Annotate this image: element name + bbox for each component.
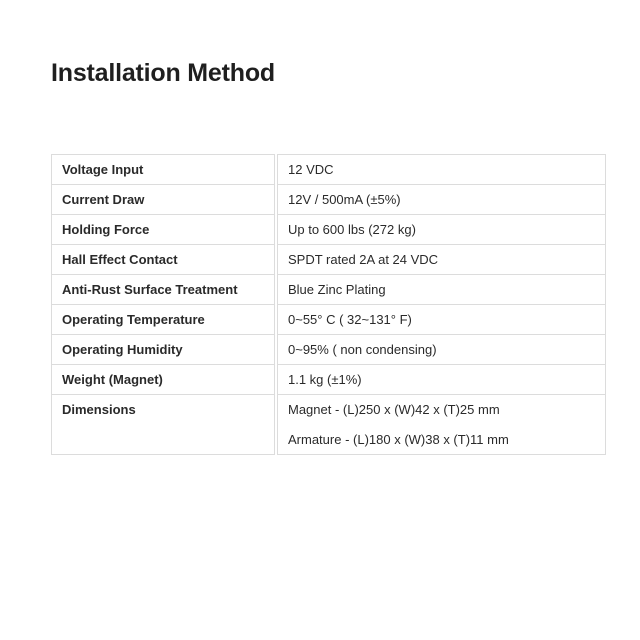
table-row bbox=[51, 334, 606, 364]
table-row bbox=[51, 364, 606, 394]
spec-value bbox=[277, 304, 606, 334]
spec-label: Dimensions bbox=[51, 394, 275, 455]
spec-label: Operating Temperature bbox=[51, 304, 275, 334]
spec-label: Holding Force bbox=[51, 214, 275, 244]
spec-value bbox=[277, 244, 606, 274]
table-row bbox=[51, 304, 606, 334]
table-row bbox=[51, 244, 606, 274]
table-row bbox=[51, 274, 606, 304]
spec-value bbox=[277, 214, 606, 244]
table-row bbox=[51, 184, 606, 214]
spec-value-line: Up to 600 lbs (272 kg) bbox=[288, 222, 416, 237]
specifications-table bbox=[49, 154, 608, 455]
spec-label: Current Draw bbox=[51, 184, 275, 214]
table-row bbox=[51, 214, 606, 244]
spec-value bbox=[277, 334, 606, 364]
table-row bbox=[51, 154, 606, 184]
spec-label: Voltage Input bbox=[51, 154, 275, 184]
spec-value-line: 0~55° C ( 32~131° F) bbox=[288, 312, 412, 327]
spec-label: Operating Humidity bbox=[51, 334, 275, 364]
page-title: Installation Method bbox=[51, 59, 275, 87]
spec-value bbox=[277, 364, 606, 394]
spec-label: Hall Effect Contact bbox=[51, 244, 275, 274]
spec-label: Anti-Rust Surface Treatment bbox=[51, 274, 275, 304]
spec-value-line: Armature - (L)180 x (W)38 x (T)11 mm bbox=[288, 432, 509, 447]
spec-value-line: 12V / 500mA (±5%) bbox=[288, 192, 401, 207]
spec-value-line: Magnet - (L)250 x (W)42 x (T)25 mm bbox=[288, 402, 500, 417]
spec-value bbox=[277, 274, 606, 304]
spec-value bbox=[277, 184, 606, 214]
spec-value bbox=[277, 394, 606, 455]
spec-value-line: 1.1 kg (±1%) bbox=[288, 372, 362, 387]
table-row bbox=[51, 394, 606, 455]
spec-value bbox=[277, 154, 606, 184]
spec-value-line: 0~95% ( non condensing) bbox=[288, 342, 437, 357]
spec-value-line: 12 VDC bbox=[288, 162, 334, 177]
spec-value-line: Blue Zinc Plating bbox=[288, 282, 386, 297]
spec-label: Weight (Magnet) bbox=[51, 364, 275, 394]
spec-value-line: SPDT rated 2A at 24 VDC bbox=[288, 252, 439, 267]
